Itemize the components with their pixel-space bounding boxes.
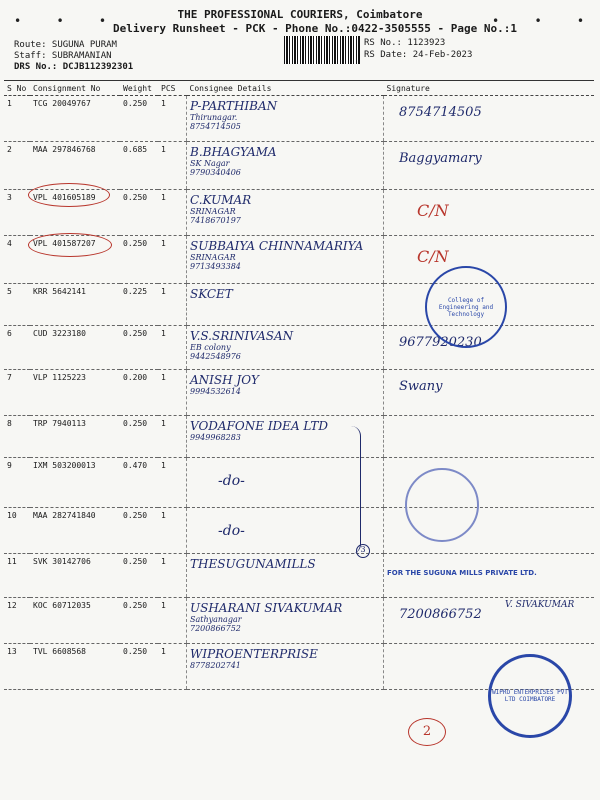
consignee-line-3: 9994532614 — [190, 387, 241, 396]
row-sno: 12 — [4, 598, 30, 644]
row-pcs: 1 — [158, 416, 187, 458]
row-pcs: 1 — [158, 190, 187, 236]
row-consignment: VPL 401605189 — [30, 190, 120, 236]
row-consignee-details — [187, 236, 384, 284]
row-sno: 10 — [4, 508, 30, 554]
row-weight: 0.250 — [120, 644, 158, 690]
consignee-line-1: SKCET — [190, 287, 233, 301]
punch-marks-left: • • • — [14, 14, 121, 28]
college-stamp — [425, 266, 507, 348]
table-row — [4, 326, 594, 370]
row-consignment: CUD 3223180 — [30, 326, 120, 370]
table-header — [4, 81, 594, 96]
row-sno: 11 — [4, 554, 30, 598]
row-signature — [384, 370, 595, 416]
row-pcs: 1 — [158, 370, 187, 416]
row-consignment: KRR 5642141 — [30, 284, 120, 326]
consignee-line-1: USHARANI SIVAKUMAR — [190, 601, 343, 615]
table-row — [4, 96, 594, 142]
consignee-line-3: 7200866752 — [190, 624, 241, 633]
consignee-line-1: P-PARTHIBAN — [190, 99, 278, 113]
consignee-line-2: -do- — [218, 523, 245, 539]
row-pcs: 1 — [158, 142, 187, 190]
row-weight: 0.685 — [120, 142, 158, 190]
delivery-table — [4, 80, 594, 690]
wipro-stamp — [488, 654, 572, 738]
signature-text: 8754714505 — [399, 105, 482, 120]
row-consignment: VPL 401587207 — [30, 236, 120, 284]
row-signature — [384, 142, 595, 190]
consignee-line-3: 9442548976 — [190, 352, 241, 361]
row-consignment: VLP 1125223 — [30, 370, 120, 416]
consignee-line-2: SRINAGAR — [190, 253, 236, 262]
row-consignment: SVK 30142706 — [30, 554, 120, 598]
row-weight: 0.250 — [120, 554, 158, 598]
wipro-stamp-text: WIPRO ENTERPRISES PVT LTD COIMBATORE — [492, 689, 568, 703]
row-consignment: TVL 6608568 — [30, 644, 120, 690]
consignee-line-3: 7418670197 — [190, 216, 241, 225]
punch-marks-right: • • • — [492, 14, 599, 28]
consignee-line-3: 9949968283 — [190, 433, 241, 442]
consignee-line-2: EB colony — [190, 343, 231, 352]
col-details: Consignee Details — [187, 81, 384, 96]
signature-text: Baggyamary — [399, 151, 482, 166]
rs-date: RS Date: 24-Feb-2023 — [364, 50, 473, 60]
consignee-line-2: SK Nagar — [190, 159, 230, 168]
signature-text: C/N — [417, 201, 449, 220]
row-pcs: 1 — [158, 284, 187, 326]
row-sno: 2 — [4, 142, 30, 190]
row-sno: 9 — [4, 458, 30, 508]
barcode — [284, 36, 360, 64]
signature-text: Swany — [399, 379, 443, 394]
red-circle-row4 — [28, 233, 112, 257]
consignee-line-2: 8778202741 — [190, 661, 241, 670]
row-pcs: 1 — [158, 598, 187, 644]
col-consignment: Consignment No — [30, 81, 120, 96]
row-signature — [384, 96, 595, 142]
row-weight: 0.250 — [120, 598, 158, 644]
row-consignment: TCG 20049767 — [30, 96, 120, 142]
group-count: 3 — [356, 544, 370, 558]
row-consignment: KOC 60712035 — [30, 598, 120, 644]
signature-text: 9677920230 — [399, 335, 482, 350]
consignee-line-1: VODAFONE IDEA LTD — [190, 419, 329, 433]
row-sno: 4 — [4, 236, 30, 284]
row-pcs: 1 — [158, 508, 187, 554]
row-sno: 6 — [4, 326, 30, 370]
col-weight: Weight — [120, 81, 158, 96]
consignee-line-1: THESUGUNAMILLS — [190, 557, 316, 571]
drs-number: DRS No.: DCJB112392301 — [14, 62, 134, 72]
row-weight: 0.250 — [120, 190, 158, 236]
row-signature — [384, 190, 595, 236]
row-pcs: 1 — [158, 236, 187, 284]
row-consignee-details — [187, 598, 384, 644]
table-row — [4, 142, 594, 190]
row-pcs: 1 — [158, 96, 187, 142]
row-consignment: MAA 297846768 — [30, 142, 120, 190]
row-consignee-details — [187, 284, 384, 326]
row-weight: 0.250 — [120, 236, 158, 284]
consignee-line-1: ANISH JOY — [190, 373, 259, 387]
runsheet-title: Delivery Runsheet - PCK - Phone No.:0422-3505555 - Page No.:1 — [113, 22, 517, 35]
row-consignee-details — [187, 96, 384, 142]
row-consignment: MAA 282741840 — [30, 508, 120, 554]
row-consignee-details — [187, 142, 384, 190]
consignee-line-3: 9713493384 — [190, 262, 241, 271]
row-weight: 0.470 — [120, 458, 158, 508]
row-consignment: IXM 503200013 — [30, 458, 120, 508]
row-signature — [384, 416, 595, 458]
consignee-line-2: Sathyanagar — [190, 615, 242, 624]
col-pcs: PCS — [158, 81, 187, 96]
row-pcs: 1 — [158, 458, 187, 508]
page-count-note: 2 — [408, 718, 446, 746]
sivakumar-note: V. SIVAKUMAR — [505, 600, 575, 610]
row-weight: 0.250 — [120, 508, 158, 554]
row-sno: 7 — [4, 370, 30, 416]
table-row — [4, 370, 594, 416]
consignee-line-1: WIPROENTERPRISE — [190, 647, 318, 661]
table-row — [4, 416, 594, 458]
row-weight: 0.250 — [120, 326, 158, 370]
row-pcs: 1 — [158, 554, 187, 598]
row-sno: 13 — [4, 644, 30, 690]
group-brace — [350, 426, 361, 554]
table-row — [4, 458, 594, 508]
consignee-line-3: 8754714505 — [190, 122, 241, 131]
vodafone-stamp — [405, 468, 479, 542]
col-sno: S No — [4, 81, 30, 96]
rs-number: RS No.: 1123923 — [364, 38, 446, 48]
consignee-line-1: V.S.SRINIVASAN — [190, 329, 294, 343]
row-consignee-details — [187, 370, 384, 416]
row-sno: 3 — [4, 190, 30, 236]
red-circle-row3 — [28, 183, 110, 207]
row-signature — [384, 554, 595, 598]
consignee-line-2: Thirunagar. — [190, 113, 238, 122]
row-sno: 1 — [4, 96, 30, 142]
signature-text: FOR THE SUGUNA MILLS PRIVATE LTD. — [387, 569, 537, 577]
signature-text: 7200866752 — [399, 607, 482, 622]
row-weight: 0.250 — [120, 416, 158, 458]
company-title: THE PROFESSIONAL COURIERS, Coimbatore — [177, 8, 423, 21]
row-consignee-details — [187, 190, 384, 236]
row-pcs: 1 — [158, 326, 187, 370]
row-consignee-details — [187, 554, 384, 598]
table-row — [4, 508, 594, 554]
col-signature: Signature — [384, 81, 595, 96]
row-consignee-details — [187, 326, 384, 370]
college-stamp-text: College of Engineering and Technology — [438, 296, 494, 318]
staff-label: Staff: SUBRAMANIAN — [14, 51, 112, 61]
consignee-line-1: C.KUMAR — [190, 193, 252, 207]
consignee-line-1: SUBBAIYA CHINNAMARIYA — [190, 239, 364, 253]
row-consignment: TRP 7940113 — [30, 416, 120, 458]
route-label: Route: SUGUNA PURAM — [14, 40, 117, 50]
consignee-line-1: B.BHAGYAMA — [190, 145, 277, 159]
consignee-line-2: SRINAGAR — [190, 207, 236, 216]
table-row — [4, 554, 594, 598]
row-weight: 0.250 — [120, 96, 158, 142]
signature-text: C/N — [417, 247, 449, 266]
row-sno: 5 — [4, 284, 30, 326]
row-consignee-details — [187, 644, 384, 690]
row-weight: 0.200 — [120, 370, 158, 416]
row-pcs: 1 — [158, 644, 187, 690]
row-sno: 8 — [4, 416, 30, 458]
consignee-line-3: 9790340406 — [190, 168, 241, 177]
consignee-line-2: -do- — [218, 473, 245, 489]
row-weight: 0.225 — [120, 284, 158, 326]
